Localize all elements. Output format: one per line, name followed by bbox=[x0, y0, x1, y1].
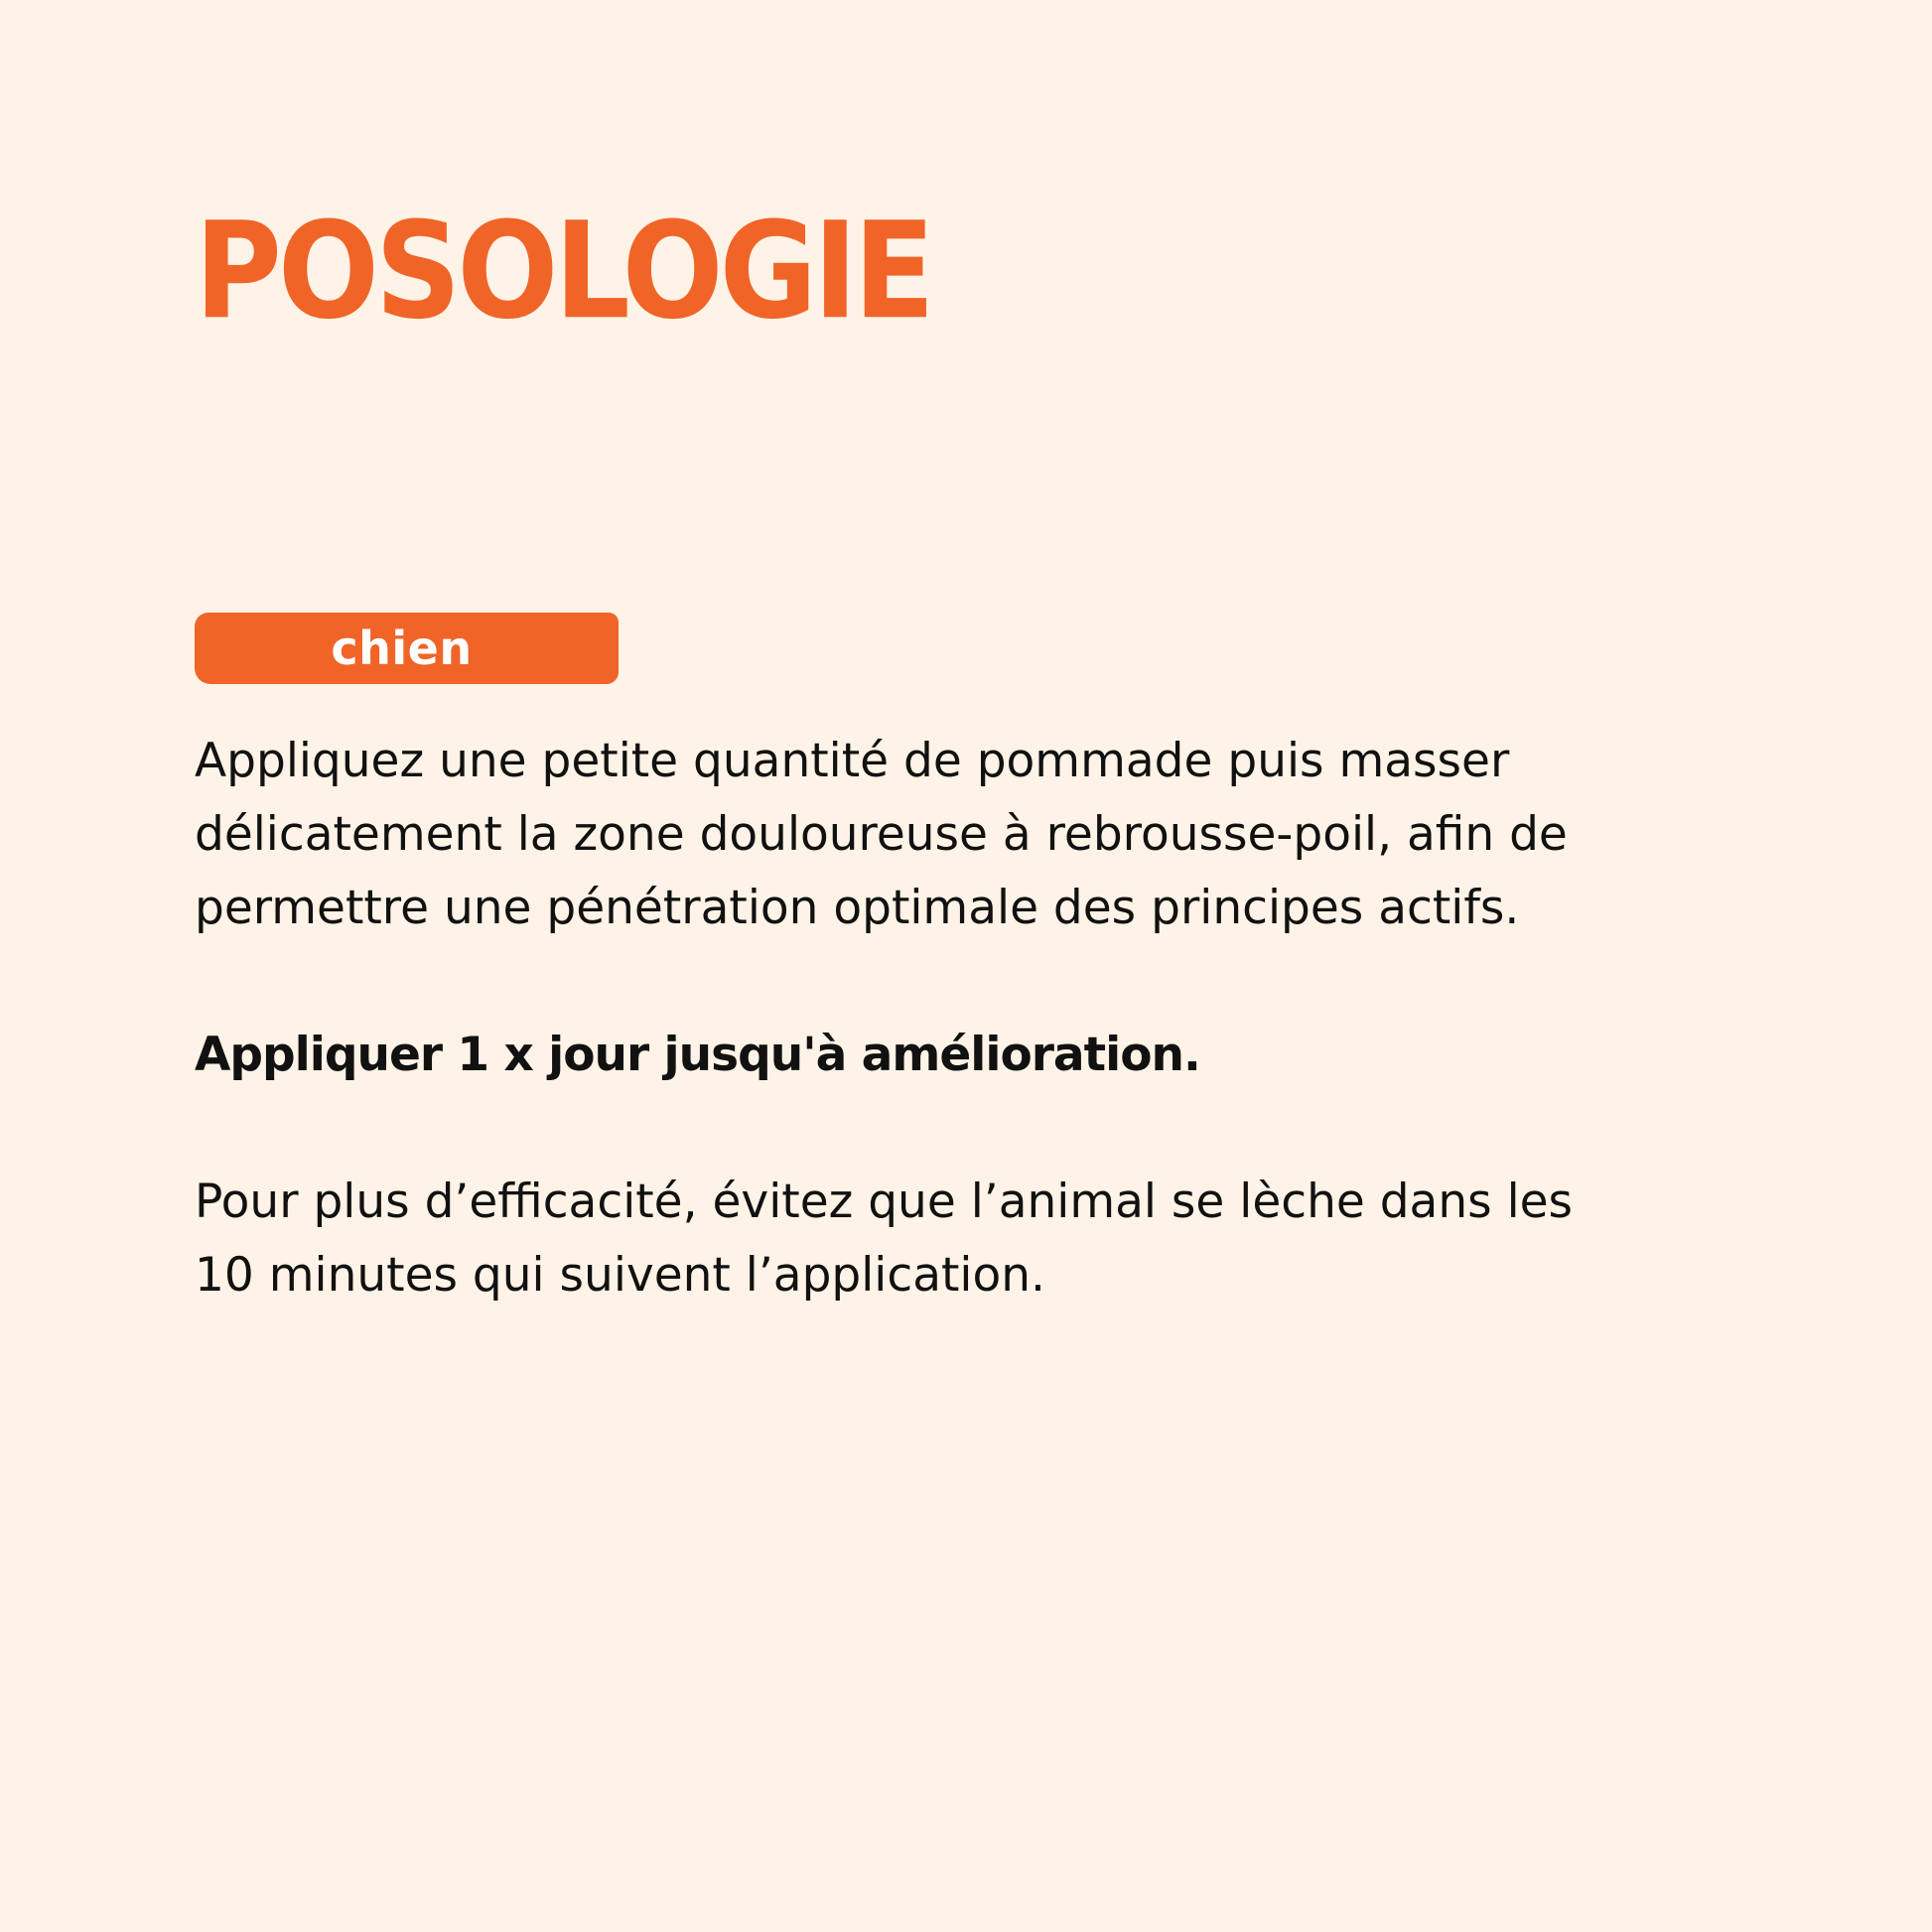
species-tag-label: chien bbox=[331, 621, 473, 675]
instructions-line: délicatement la zone douloureuse à rebrousse-poil, afin de bbox=[195, 807, 1568, 862]
tip-line: Pour plus d’efficacité, évitez que l’animal se lèche dans les bbox=[195, 1174, 1574, 1229]
instructions-line: Appliquez une petite quantité de pommade puis masser bbox=[195, 734, 1510, 788]
tip-paragraph bbox=[195, 1166, 1783, 1312]
tip-line: 10 minutes qui suivent l’application. bbox=[195, 1248, 1045, 1303]
instructions-line: permettre une pénétration optimale des principes actifs. bbox=[195, 881, 1520, 935]
frequency-text: Appliquer 1 x jour jusqu'à amélioration. bbox=[195, 1028, 1200, 1082]
page-title: POSOLOGIE bbox=[195, 195, 931, 349]
species-tag bbox=[195, 613, 619, 684]
instructions-paragraph bbox=[195, 725, 1783, 945]
